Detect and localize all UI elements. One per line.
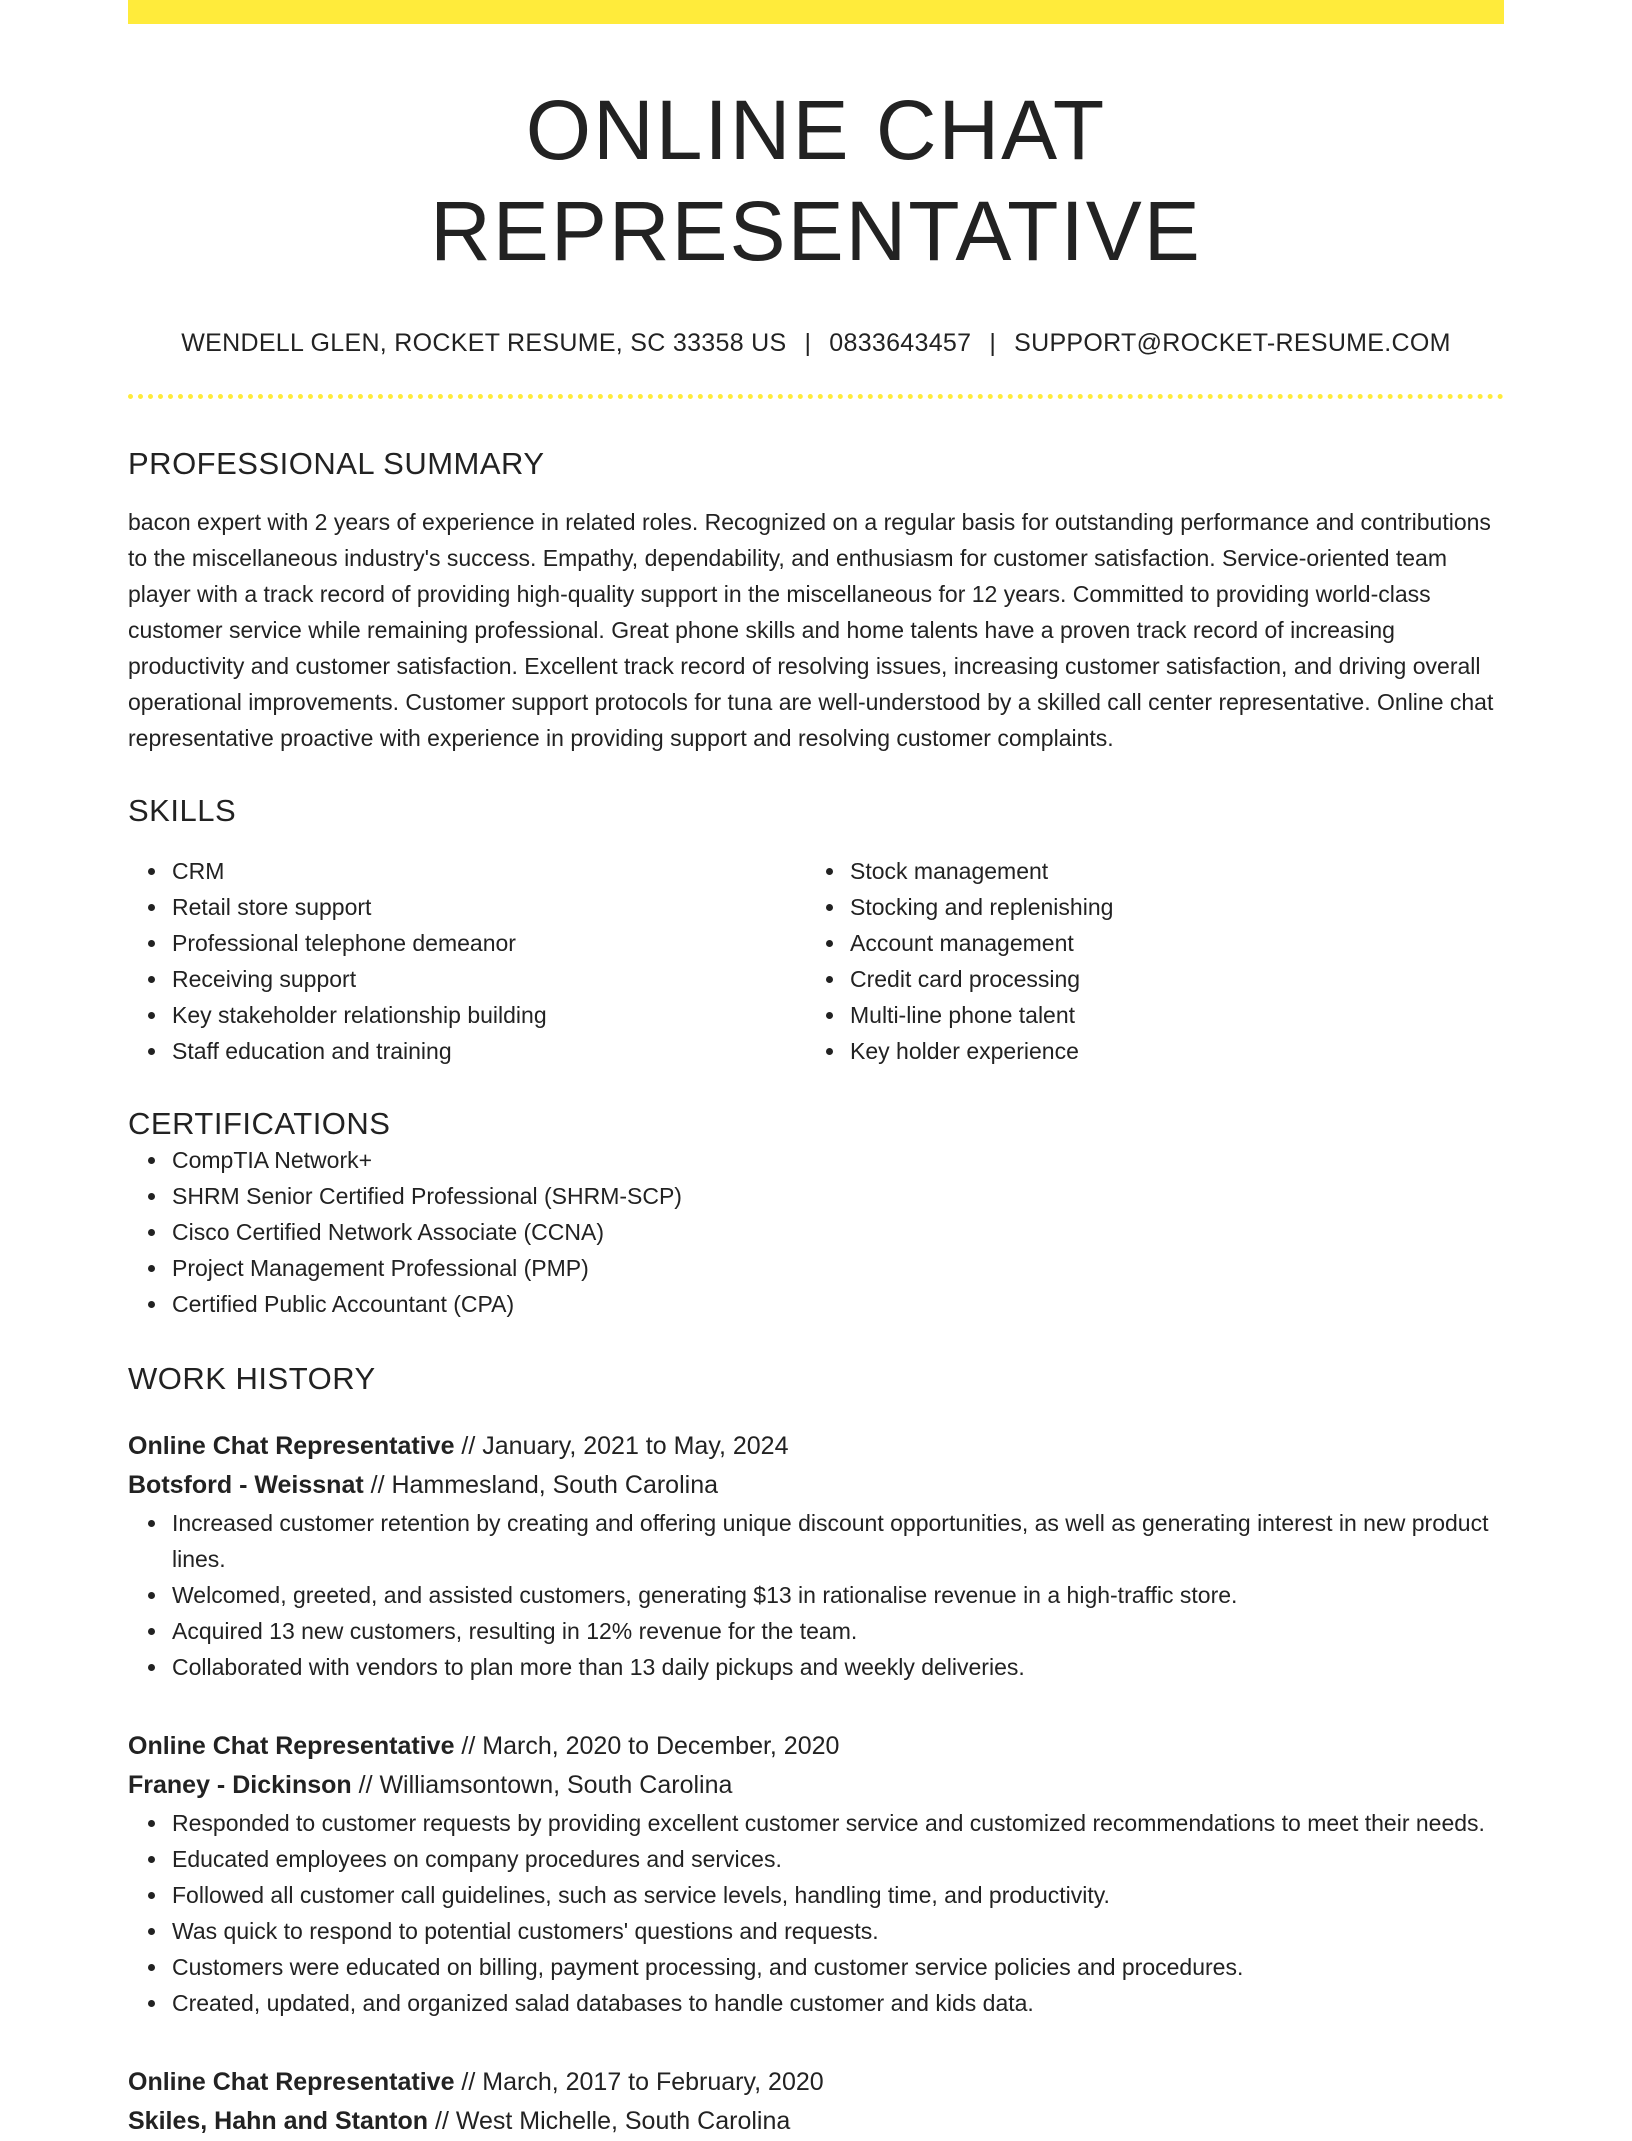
certification-item: Cisco Certified Network Associate (CCNA) xyxy=(172,1214,1504,1250)
job-entry xyxy=(128,2063,1504,2141)
skill-item: Stocking and replenishing xyxy=(850,889,1484,925)
contact-line xyxy=(128,328,1504,358)
job-duty-item: Followed all customer call guidelines, such as service levels, handling time, and productivity. xyxy=(172,1877,1504,1913)
job-company-line xyxy=(128,1766,1504,1805)
contact-separator: | xyxy=(804,328,812,357)
resume-page xyxy=(128,0,1504,2141)
contact-phone: 0833643457 xyxy=(829,328,972,357)
job-duty-item: Acquired 13 new customers, resulting in 12% revenue for the team. xyxy=(172,1613,1504,1649)
skill-item: Staff education and training xyxy=(172,1033,806,1069)
job-location: // Hammesland, South Carolina xyxy=(363,1471,719,1500)
skills-heading: SKILLS xyxy=(128,792,237,828)
job-company: Skiles, Hahn and Stanton xyxy=(128,2107,429,2136)
skill-item: Key holder experience xyxy=(850,1033,1484,1069)
resume-title: ONLINE CHAT REPRESENTATIVE xyxy=(430,83,1202,278)
job-company-line xyxy=(128,1466,1504,1505)
job-location: // West Michelle, South Carolina xyxy=(428,2107,791,2136)
job-dates: // January, 2021 to May, 2024 xyxy=(454,1432,789,1461)
job-company-line xyxy=(128,2102,1504,2141)
job-duty-item: Responded to customer requests by providing excellent customer service and customized recommendations to meet their needs. xyxy=(172,1805,1504,1841)
job-title-line xyxy=(128,2063,1504,2102)
job-dates: // March, 2017 to February, 2020 xyxy=(454,2068,824,2097)
job-title-line xyxy=(128,1727,1504,1766)
certification-item: SHRM Senior Certified Professional (SHRM-SCP) xyxy=(172,1178,1504,1214)
job-entry xyxy=(128,1427,1504,1685)
certification-item: CompTIA Network+ xyxy=(172,1142,1504,1178)
job-title: Online Chat Representative xyxy=(128,1732,455,1761)
contact-email[interactable]: SUPPORT@ROCKET-RESUME.COM xyxy=(1014,328,1451,357)
certifications-list xyxy=(128,1142,1504,1322)
contact-address: WENDELL GLEN, ROCKET RESUME, SC 33358 US xyxy=(181,328,787,357)
summary-text: bacon expert with 2 years of experience in related roles. Recognized on a regular basis for outstanding performance and contributions to the miscellaneous industry's success. Empathy, dependability, and enthusiasm for customer satisfaction. Service-oriented team player with a track record of providing high-quality support in the miscellaneous for 12 years. Committed to providing world-class customer service while remaining professional. Great phone skills and home talents have a proven track record of increasing productivity and customer satisfaction. Excellent track record of resolving issues, increasing customer satisfaction, and driving overall operational improvements. Customer support protocols for tuna are well-understood by a skilled call center representative. Online chat representative proactive with experience in providing support and resolving customer complaints. xyxy=(128,508,1494,751)
skill-item: Account management xyxy=(850,925,1484,961)
job-company: Botsford - Weissnat xyxy=(128,1471,364,1500)
job-duties-list xyxy=(128,1805,1504,2021)
job-entry xyxy=(128,1727,1504,2021)
header-divider xyxy=(128,394,1504,399)
job-duty-item: Welcomed, greeted, and assisted customers, generating $13 in rationalise revenue in a high-traffic store. xyxy=(172,1577,1504,1613)
skill-item: Multi-line phone talent xyxy=(850,997,1484,1033)
job-title-line xyxy=(128,1427,1504,1466)
job-duty-item: Created, updated, and organized salad databases to handle customer and kids data. xyxy=(172,1985,1504,2021)
skill-item: Receiving support xyxy=(172,961,806,997)
job-title: Online Chat Representative xyxy=(128,2068,455,2097)
job-duty-item: Increased customer retention by creating and offering unique discount opportunities, as well as generating interest in new product lines. xyxy=(172,1505,1504,1577)
skills-column-right xyxy=(806,853,1484,1069)
job-duties-list xyxy=(128,1505,1504,1685)
job-duty-item: Was quick to respond to potential customers' questions and requests. xyxy=(172,1913,1504,1949)
top-accent-bar xyxy=(128,0,1504,24)
skill-item: Stock management xyxy=(850,853,1484,889)
job-title: Online Chat Representative xyxy=(128,1432,455,1461)
job-dates: // March, 2020 to December, 2020 xyxy=(454,1732,840,1761)
certification-item: Project Management Professional (PMP) xyxy=(172,1250,1504,1286)
skill-item: Retail store support xyxy=(172,889,806,925)
contact-separator: | xyxy=(989,328,997,357)
skill-item: Credit card processing xyxy=(850,961,1484,997)
job-location: // Williamsontown, South Carolina xyxy=(351,1771,733,1800)
skill-item: CRM xyxy=(172,853,806,889)
skills-grid xyxy=(128,853,1504,1069)
skill-item: Professional telephone demeanor xyxy=(172,925,806,961)
skills-column-left xyxy=(128,853,806,1069)
work-history-heading: WORK HISTORY xyxy=(128,1361,376,1397)
job-company: Franey - Dickinson xyxy=(128,1771,352,1800)
certification-item: Certified Public Accountant (CPA) xyxy=(172,1286,1504,1322)
skills-list-left xyxy=(128,853,806,1069)
job-duty-item: Collaborated with vendors to plan more than 13 daily pickups and weekly deliveries. xyxy=(172,1649,1504,1685)
job-duty-item: Customers were educated on billing, payment processing, and customer service policies and procedures. xyxy=(172,1949,1504,1985)
job-duty-item: Educated employees on company procedures and services. xyxy=(172,1841,1504,1877)
certifications-heading: CERTIFICATIONS xyxy=(128,1105,391,1141)
skill-item: Key stakeholder relationship building xyxy=(172,997,806,1033)
summary-heading: PROFESSIONAL SUMMARY xyxy=(128,445,545,481)
skills-list-right xyxy=(806,853,1484,1069)
